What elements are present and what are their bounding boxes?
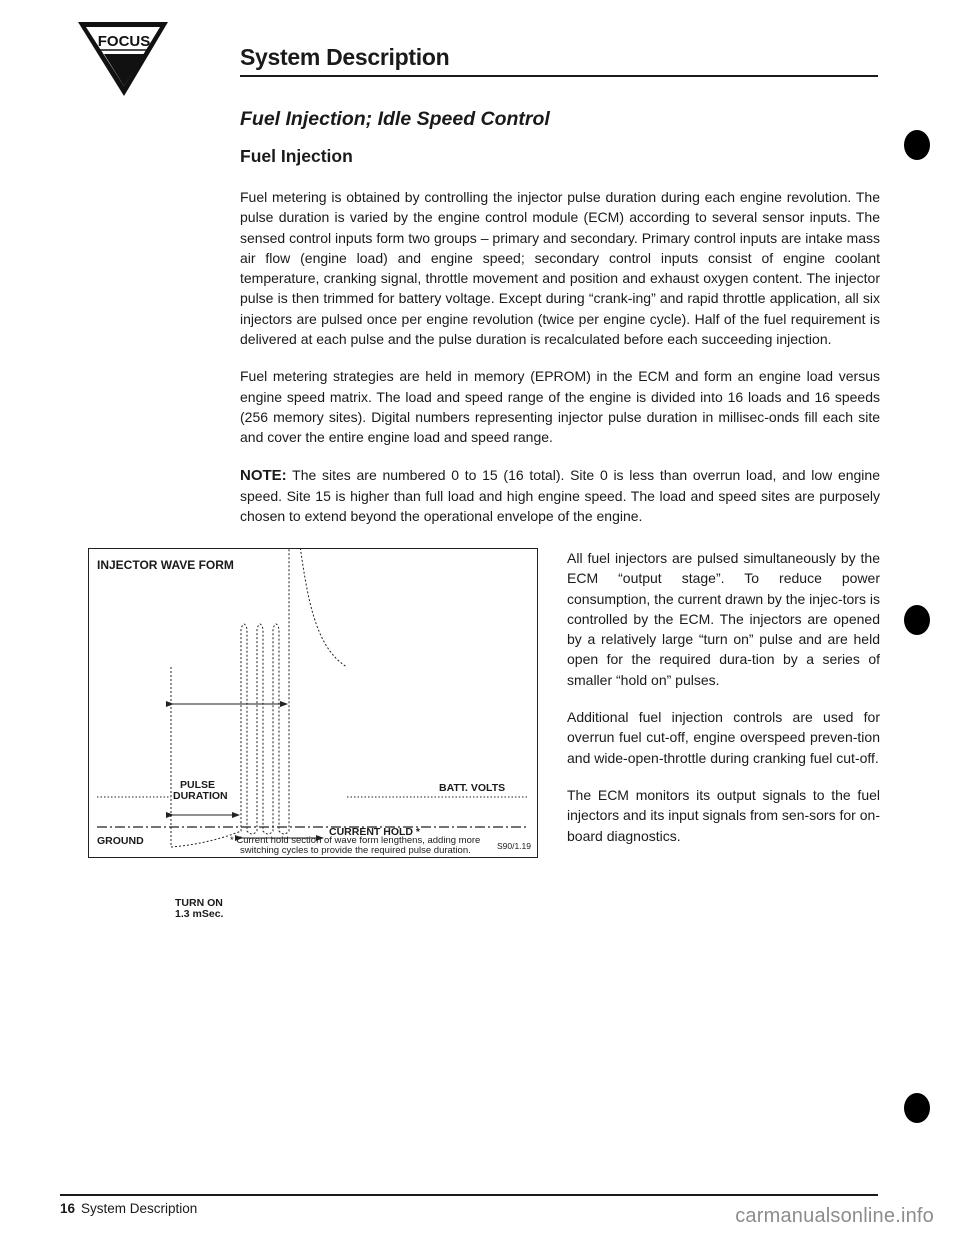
ground-label: GROUND [97,835,144,847]
turn-on-label-1: TURN ON [175,897,223,909]
binder-hole [904,605,930,635]
note-text: The sites are numbered 0 to 15 (16 total). Site 0 is less than overrun load, and low engine speed. Site 15 is higher than full load and high engine speed. The load and speed sites are purposely chosen to extend beyond the operational envelope of the engine. [240,466,880,525]
logo-text: FOCUS [97,33,151,50]
sub-title: Fuel Injection [240,146,353,166]
focus-logo [78,22,168,96]
binder-hole [904,130,930,160]
batt-volts-label: BATT. VOLTS [439,782,506,794]
intro-text [240,187,880,543]
section-title: Fuel Injection; Idle Speed Control [240,108,550,130]
note-paragraph [240,465,880,527]
current-hold-label: CURRENT HOLD * [329,826,420,838]
footer-label: System Description [81,1201,198,1216]
page-header-title: System Description [240,44,450,70]
header-rule [240,75,878,77]
side-text [567,548,880,863]
page-footer [60,1201,197,1216]
watermark: carmanualsonline.info [735,1205,934,1227]
paragraph: Fuel metering strategies are held in memory (EPROM) in the ECM and form an engine load versus engine speed matrix. The load and speed range of the engine is divided into 16 loads and 16 speeds (256 memory sites). Digital numbers representing injector pulse duration in millisec-onds fill each site and cover the entire engine load and speed range. [240,368,880,446]
note-label: NOTE: [240,466,287,484]
turn-on-label-2: 1.3 mSec. [175,908,224,920]
footnote-line-2: switching cycles to provide the required pulse duration. [240,845,471,856]
injector-wave-form-figure [88,548,538,920]
figure-title: INJECTOR WAVE FORM [97,558,234,572]
wave-form-trace [171,549,347,847]
paragraph: The ECM monitors its output signals to the fuel injectors and its input signals from sen-sors for on-board diagnostics. [567,786,880,844]
binder-hole [904,1093,930,1123]
figure-code: S90/1.19 [496,841,531,851]
wave-form-diagram [89,549,537,857]
paragraph: Fuel metering is obtained by controlling the injector pulse duration during each engine revolution. The pulse duration is varied by the engine control module (ECM) according to several sensor inputs. The sensed control inputs form two groups – primary and secondary. Primary control inputs are intake mass air flow (engine load) and engine speed; secondary control inputs consist of engine coolant temperature, cranking signal, throttle movement and position and exhaust oxygen content. The injector pulse is then trimmed for battery voltage. Except during “crank-ing” and rapid throttle application, all six injectors are pulsed once per engine revolution (twice per engine cycle). Half of the fuel requirement is delivered at each pulse and the pulse duration is recalculated before each succeeding injection. [240,189,880,348]
paragraph: Additional fuel injection controls are used for overrun fuel cut-off, engine overspeed preven-tion and wide-open-throttle during cranking fuel cut-off. [567,709,880,766]
footnote-line-1: * Current hold section of wave form lengthens, adding more [230,835,481,846]
page-number: 16 [60,1201,76,1216]
pulse-label-1: PULSE [180,779,216,791]
footer-rule [60,1194,878,1196]
pulse-label-2: DURATION [173,790,228,802]
paragraph: All fuel injectors are pulsed simultaneously by the ECM “output stage”. To reduce power consumption, the current drawn by the injec-tors is controlled by the ECM. The injectors are opened by a relatively large “turn on” pulse and are held open for the required dura-tion by a series of smaller “hold on” pulses. [567,550,880,688]
